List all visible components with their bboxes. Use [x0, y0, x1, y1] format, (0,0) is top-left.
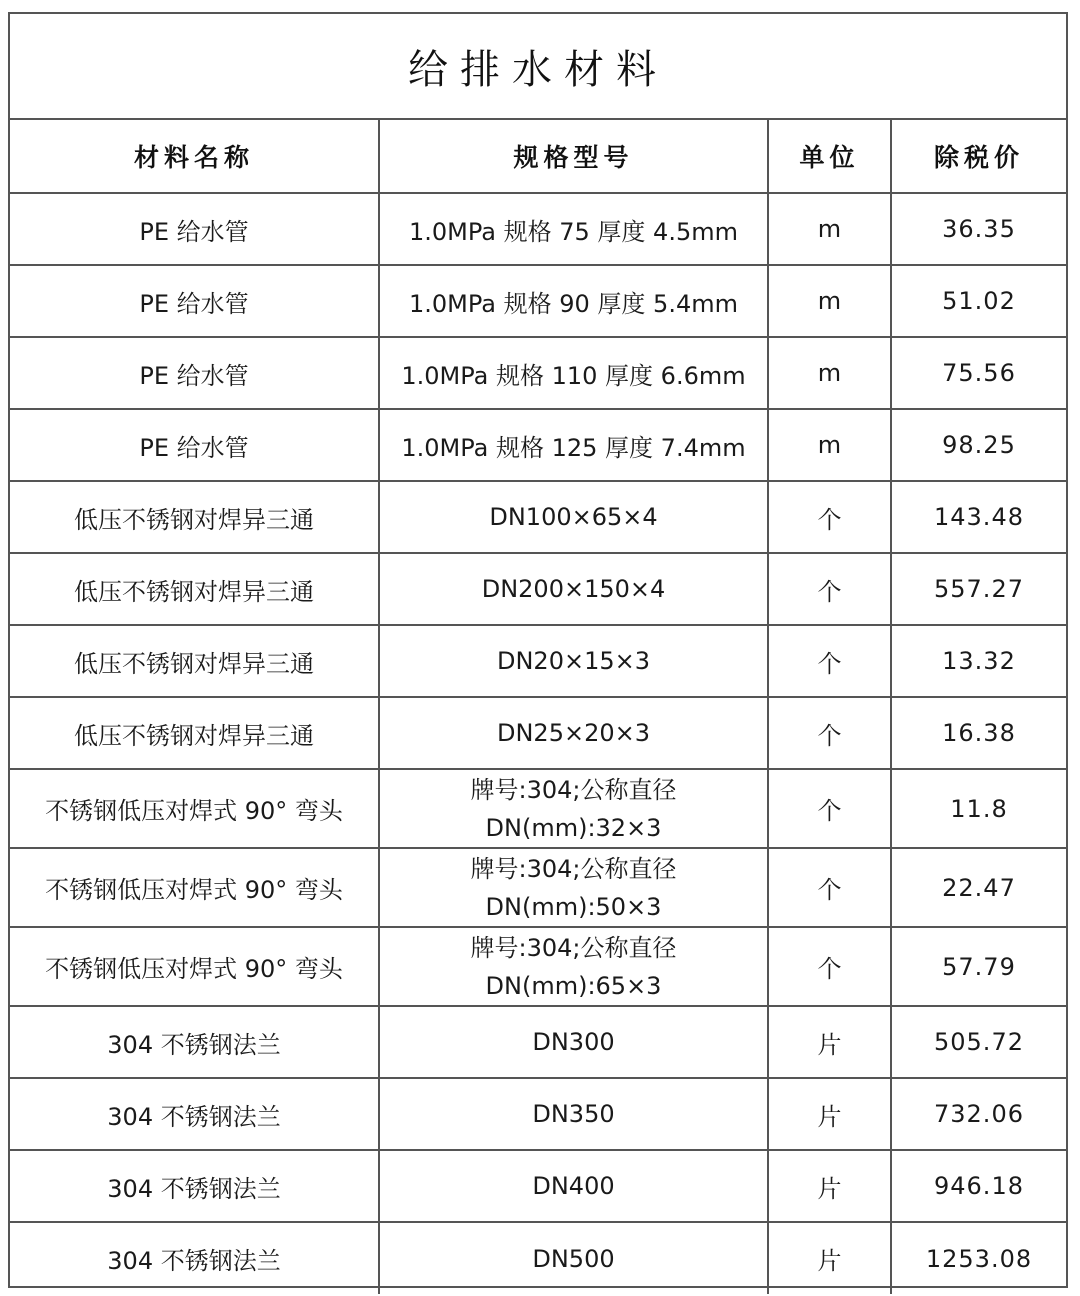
material-name-cell: 低压不锈钢对焊异三通	[10, 697, 379, 769]
material-name-cell: 低压不锈钢对焊异三通	[10, 481, 379, 553]
price-cell: 11.8	[891, 769, 1066, 848]
price-cell: 36.35	[891, 193, 1066, 265]
spec-cell: 1.0MPa 规格 75 厚度 4.5mm	[379, 193, 768, 265]
material-name-cell: 304 不锈钢法兰	[10, 1150, 379, 1222]
header-price-excl-tax: 除税价	[891, 120, 1066, 193]
unit-cell: 个	[768, 769, 891, 848]
material-name-cell: PE 给水管	[10, 409, 379, 481]
price-cell: 13.32	[891, 625, 1066, 697]
spec-line-diameter: DN(mm):50×3	[485, 892, 662, 921]
table-row	[10, 1006, 1066, 1078]
unit-cell: 片	[768, 1006, 891, 1078]
page-title: 给排水材料	[408, 46, 668, 93]
table-row	[10, 193, 1066, 265]
unit-cell: 片	[768, 1150, 891, 1222]
table-row	[10, 625, 1066, 697]
spec-cell: DN25×20×3	[379, 697, 768, 769]
price-cell: 16.38	[891, 697, 1066, 769]
price-cell: 51.02	[891, 265, 1066, 337]
spec-cell	[379, 769, 768, 848]
unit-cell: 个	[768, 848, 891, 927]
unit-cell: 个	[768, 625, 891, 697]
material-name-cell: 低压不锈钢对焊异三通	[10, 625, 379, 697]
spec-cell: DN400	[379, 1150, 768, 1222]
table-row	[10, 1222, 1066, 1294]
table-row	[10, 769, 1066, 848]
spec-cell: DN350	[379, 1078, 768, 1150]
spec-cell: 1.0MPa 规格 110 厚度 6.6mm	[379, 337, 768, 409]
material-name-cell: PE 给水管	[10, 337, 379, 409]
material-name-cell: 304 不锈钢法兰	[10, 1006, 379, 1078]
material-name-cell: PE 给水管	[10, 193, 379, 265]
table-row	[10, 1078, 1066, 1150]
table-row	[10, 337, 1066, 409]
spec-line-grade: 牌号:304;公称直径	[470, 775, 677, 804]
spec-cell: 1.0MPa 规格 125 厚度 7.4mm	[379, 409, 768, 481]
spec-line-grade: 牌号:304;公称直径	[470, 854, 677, 883]
spec-line-grade: 牌号:304;公称直径	[470, 933, 677, 962]
price-cell: 557.27	[891, 553, 1066, 625]
price-cell: 75.56	[891, 337, 1066, 409]
table-row	[10, 1150, 1066, 1222]
material-name-cell: PE 给水管	[10, 265, 379, 337]
unit-cell: m	[768, 265, 891, 337]
material-name-cell: 不锈钢低压对焊式 90° 弯头	[10, 848, 379, 927]
spec-cell	[379, 848, 768, 927]
unit-cell: m	[768, 337, 891, 409]
unit-cell: 个	[768, 697, 891, 769]
spec-line-diameter: DN(mm):32×3	[485, 813, 662, 842]
header-unit: 单位	[768, 120, 891, 193]
unit-cell: m	[768, 193, 891, 265]
materials-table	[10, 120, 1066, 1294]
table-row	[10, 481, 1066, 553]
material-name-cell: 304 不锈钢法兰	[10, 1078, 379, 1150]
price-cell: 732.06	[891, 1078, 1066, 1150]
spec-cell: DN300	[379, 1006, 768, 1078]
price-cell: 1253.08	[925, 1244, 1033, 1273]
spec-cell: DN500	[379, 1222, 768, 1294]
header-row	[10, 120, 1066, 193]
table-row	[10, 265, 1066, 337]
price-cell: 946.18	[891, 1150, 1066, 1222]
material-name-cell: 低压不锈钢对焊异三通	[10, 553, 379, 625]
unit-cell: 个	[768, 927, 891, 1006]
price-cell: 98.25	[891, 409, 1066, 481]
spec-cell: 1.0MPa 规格 90 厚度 5.4mm	[379, 265, 768, 337]
material-name-cell: 304 不锈钢法兰	[10, 1222, 379, 1294]
spec-cell: DN200×150×4	[379, 553, 768, 625]
unit-cell: 个	[768, 481, 891, 553]
spec-line-diameter: DN(mm):65×3	[485, 971, 662, 1000]
price-cell: 143.48	[891, 481, 1066, 553]
table-row	[10, 697, 1066, 769]
unit-cell: 片	[768, 1078, 891, 1150]
spec-cell: DN20×15×3	[379, 625, 768, 697]
unit-cell: 片	[768, 1222, 891, 1294]
unit-cell: 个	[768, 553, 891, 625]
price-cell: 22.47	[891, 848, 1066, 927]
unit-cell: m	[768, 409, 891, 481]
price-cell: 57.79	[891, 927, 1066, 1006]
table-row	[10, 553, 1066, 625]
spec-cell: DN100×65×4	[379, 481, 768, 553]
table-row	[10, 848, 1066, 927]
table-row	[10, 927, 1066, 1006]
material-name-cell: 不锈钢低压对焊式 90° 弯头	[10, 927, 379, 1006]
price-cell: 505.72	[891, 1006, 1066, 1078]
header-material-name: 材料名称	[10, 120, 379, 193]
price-sheet	[8, 12, 1068, 1288]
spec-cell	[379, 927, 768, 1006]
header-spec-model: 规格型号	[379, 120, 768, 193]
table-row	[10, 409, 1066, 481]
title-bar	[10, 14, 1066, 120]
material-name-cell: 不锈钢低压对焊式 90° 弯头	[10, 769, 379, 848]
